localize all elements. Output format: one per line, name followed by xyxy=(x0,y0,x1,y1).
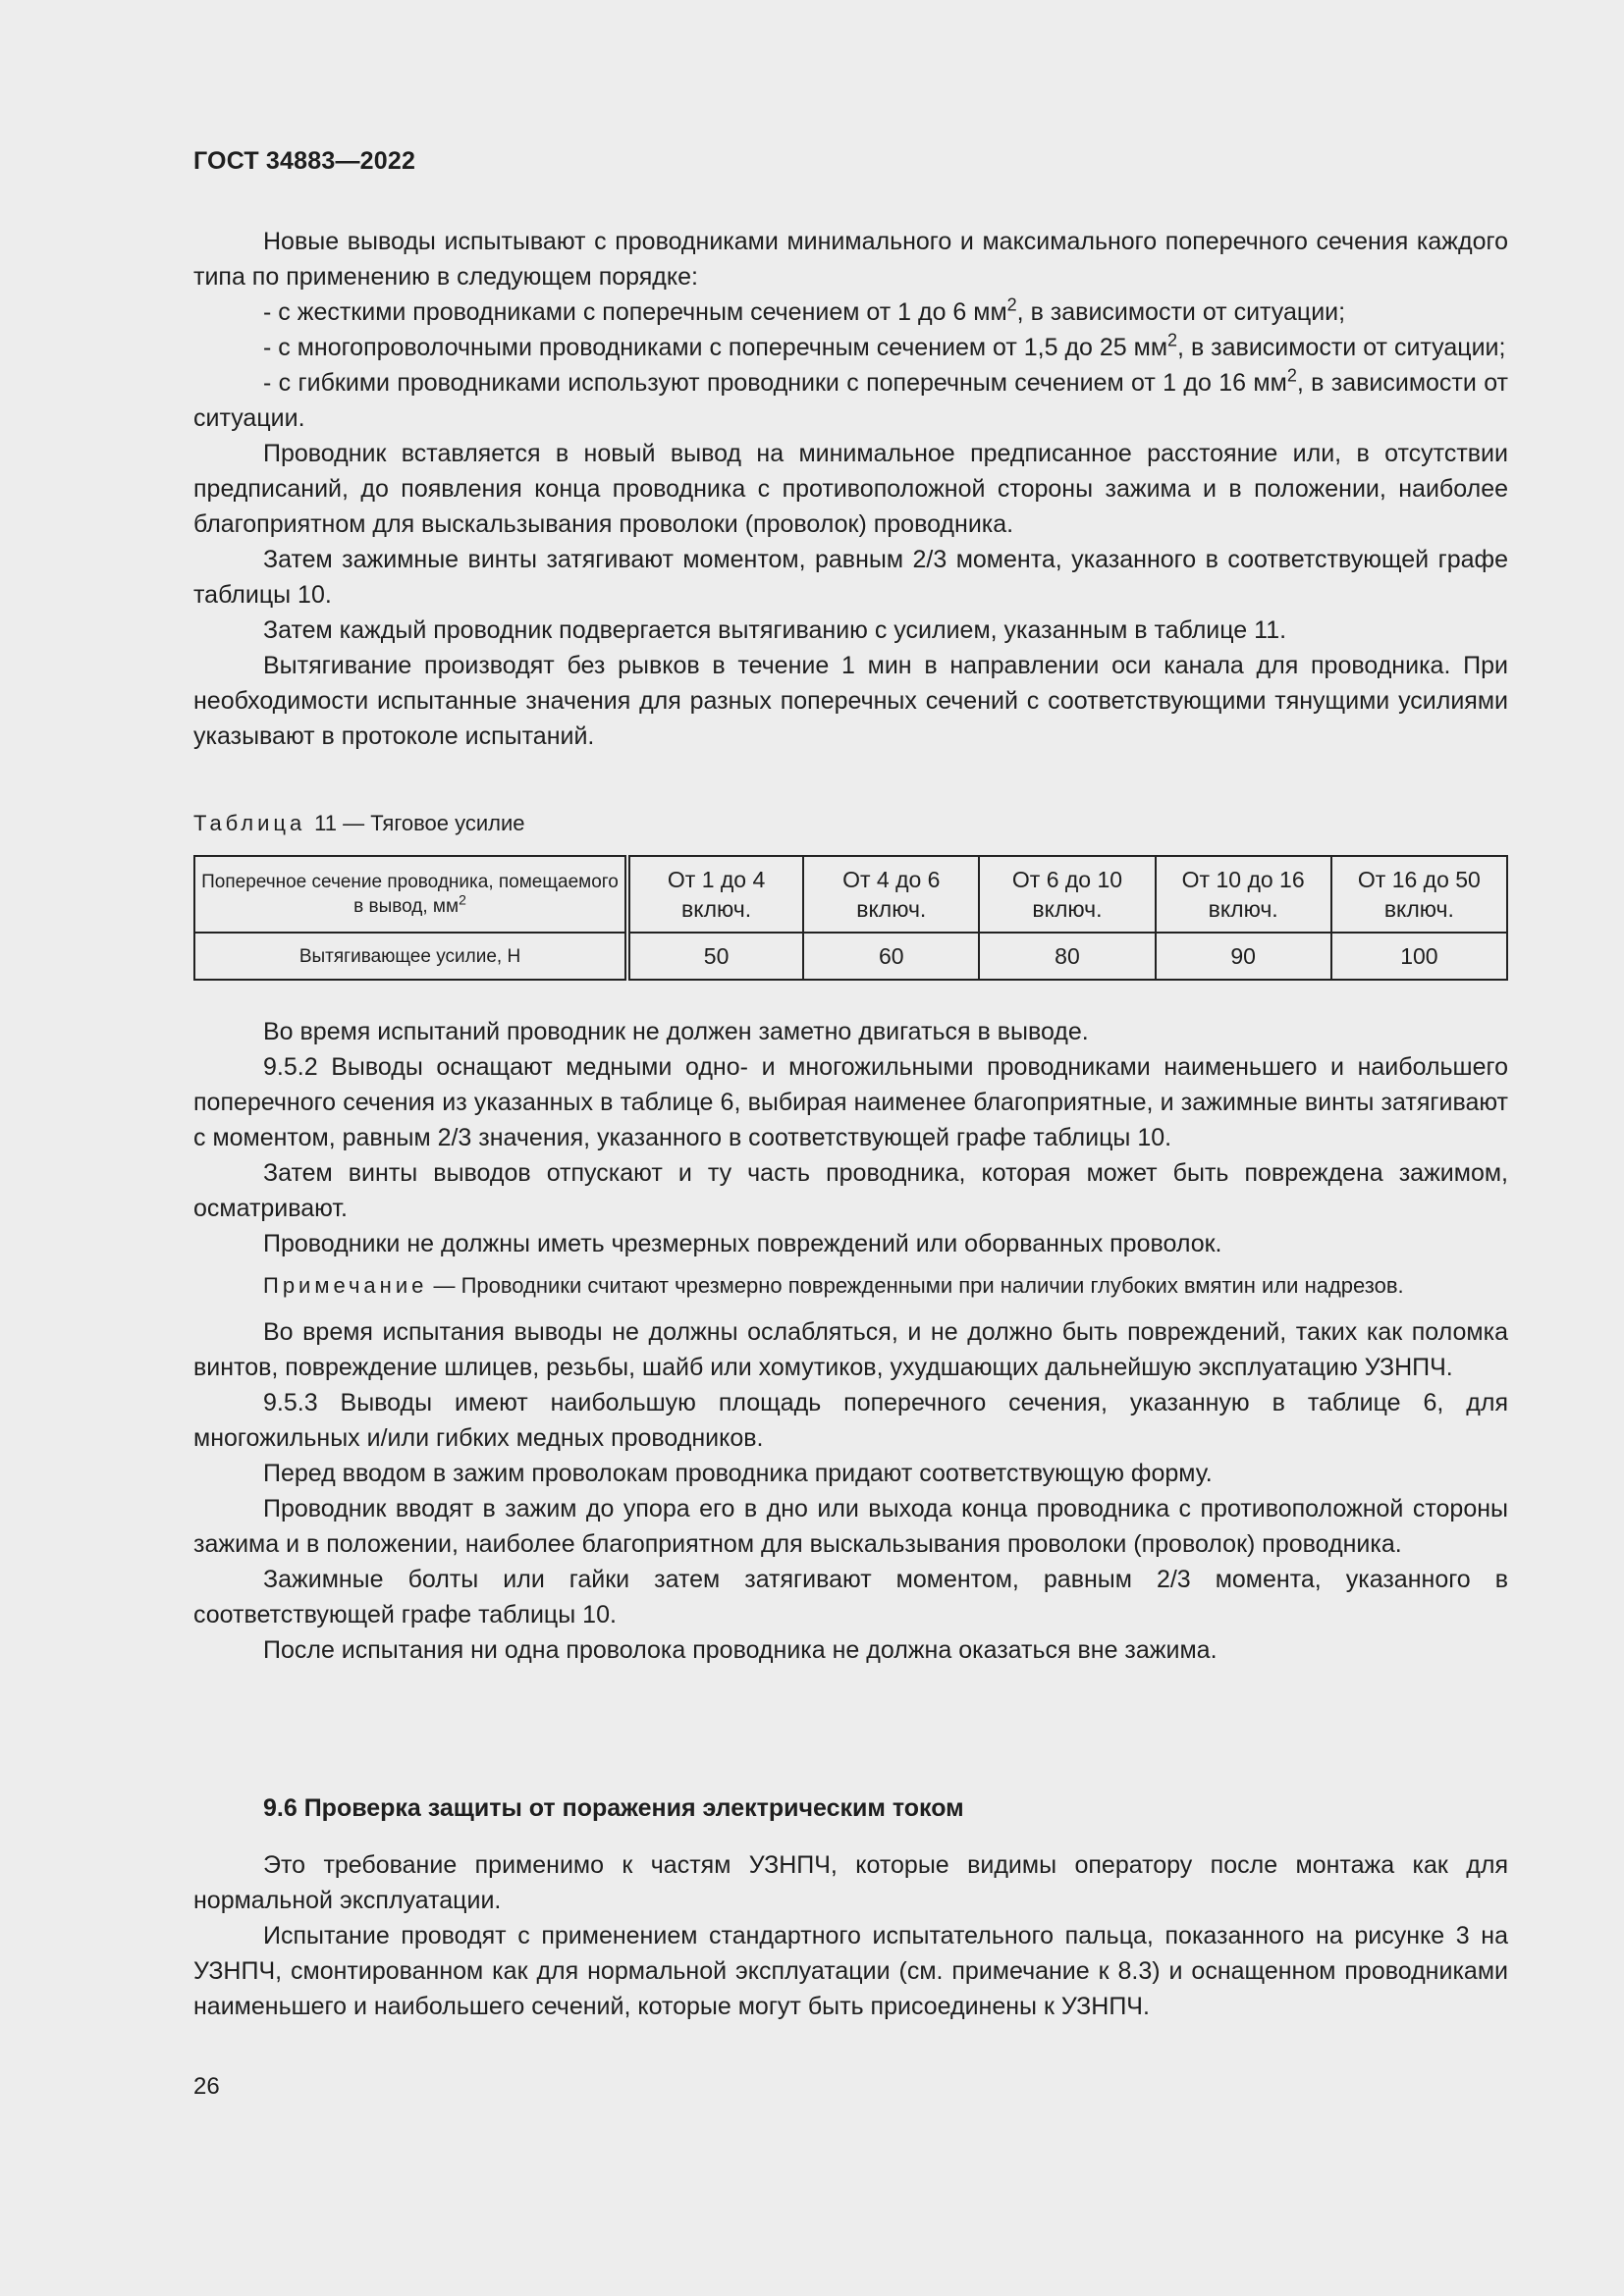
table-cell: 90 xyxy=(1156,933,1331,980)
table-header-cell: От 16 до 50 включ. xyxy=(1331,856,1507,933)
table-header-cell: Поперечное сечение проводника, помещаемого в вывод, $мм^2$ xyxy=(194,856,627,933)
paragraph: 9.5.2 Выводы оснащают медными одно- и многожильными проводниками наименьшего и наибольшего поперечного сечения из указанных в таблице 6, выбирая наименее благоприятные, и зажимные винты затягивают с моментом, равным 2/3 значения, указанного в соответствующей графе таблицы 10. xyxy=(193,1053,1508,1151)
document-header: ГОСТ 34883—2022 xyxy=(193,147,416,175)
table-header-cell: От 4 до 6 включ. xyxy=(803,856,979,933)
table-cell: 100 xyxy=(1331,933,1507,980)
table-header-cell: От 1 до 4 включ. xyxy=(627,856,803,933)
paragraph: Вытягивание производят без рывков в течение 1 мин в направлении оси канала для проводника. При необходимости испытанные значения для разных поперечных сечений с соответствующими тянущими усилиями указывают в протоколе испытаний. xyxy=(193,652,1508,750)
paragraph: 9.5.3 Выводы имеют наибольшую площадь поперечного сечения, указанную в таблице 6, для многожильных и/или гибких медных проводников. xyxy=(193,1389,1508,1452)
table-row-header: Вытягивающее усилие, Н xyxy=(194,933,627,980)
paragraph: Проводник вводят в зажим до упора его в дно или выхода конца проводника с противоположной стороны зажима и в положении, наиболее благоприятном для выскальзывания проволоки (проволок) проводника. xyxy=(193,1495,1508,1558)
paragraph: Во время испытания выводы не должны ослабляться, и не должно быть повреждений, таких как поломка винтов, повреждение шлицев, резьбы, шайб или хомутиков, ухудшающих дальнейшую эксплуатацию УЗНПЧ. xyxy=(193,1318,1508,1381)
list-item: - с гибкими проводниками используют проводники с поперечным сечением от 1 до 16 $мм^2$, в зависимости от ситуации. xyxy=(193,365,1508,432)
list-item: - с многопроволочными проводниками с поперечным сечением от 1,5 до 25 $мм^2$, в зависимости от ситуации; xyxy=(263,330,1506,361)
paragraph: Затем зажимные винты затягивают моментом, равным 2/3 момента, указанного в соответствующей графе таблицы 10. xyxy=(193,546,1508,609)
paragraph: Испытание проводят с применением стандартного испытательного пальца, показанного на рисунке 3 на УЗНПЧ, смонтированном как для нормальной эксплуатации (см. примечание к 8.3) и оснащенном проводниками наименьшего и наибольшего сечений, которые могут быть присоединены к УЗНПЧ. xyxy=(193,1922,1508,2020)
paragraph: Затем винты выводов отпускают и ту часть проводника, которая может быть повреждена зажимом, осматривают. xyxy=(193,1159,1508,1222)
table-row xyxy=(194,856,1507,933)
paragraph: Во время испытаний проводник не должен заметно двигаться в выводе. xyxy=(263,1018,1089,1045)
paragraph: Проводники не должны иметь чрезмерных повреждений или оборванных проволок. xyxy=(263,1230,1222,1257)
table-cell: 80 xyxy=(979,933,1155,980)
paragraph: После испытания ни одна проволока проводника не должна оказаться вне зажима. xyxy=(263,1636,1218,1664)
section-9-5-2-block xyxy=(193,1014,1508,1668)
section-9-6-block xyxy=(193,1847,1508,2024)
table-row xyxy=(194,933,1507,980)
table-caption: Таблица 11 — Тяговое усилие xyxy=(193,811,525,835)
table-11 xyxy=(193,855,1508,981)
table-cell: 60 xyxy=(803,933,979,980)
list-item: - с жесткими проводниками с поперечным сечением от 1 до 6 $мм^2$, в зависимости от ситуации; xyxy=(263,294,1346,326)
table-header-cell: От 10 до 16 включ. xyxy=(1156,856,1331,933)
paragraph: Зажимные болты или гайки затем затягивают моментом, равным 2/3 момента, указанного в соответствующей графе таблицы 10. xyxy=(193,1566,1508,1629)
paragraph: Проводник вставляется в новый вывод на минимальное предписанное расстояние или, в отсутствии предписаний, до появления конца проводника с противоположной стороны зажима и в положении, наиболее благоприятном для выскальзывания проволоки (проволок) проводника. xyxy=(193,440,1508,538)
section-9-6-heading: 9.6 Проверка защиты от поражения электрическим током xyxy=(263,1794,964,1822)
conductor-test-block xyxy=(193,224,1508,754)
table-header-cell: От 6 до 10 включ. xyxy=(979,856,1155,933)
note: Примечание — Проводники считают чрезмерно поврежденными при наличии глубоких вмятин или надрезов. xyxy=(263,1273,1404,1298)
paragraph: Это требование применимо к частям УЗНПЧ, которые видимы оператору после монтажа как для нормальной эксплуатации. xyxy=(193,1851,1508,1914)
paragraph: Перед вводом в зажим проволокам проводника придают соответствующую форму. xyxy=(263,1460,1213,1487)
paragraph: Новые выводы испытывают с проводниками минимального и максимального поперечного сечения каждого типа по применению в следующем порядке: xyxy=(193,228,1508,291)
paragraph: Затем каждый проводник подвергается вытягиванию с усилием, указанным в таблице 11. xyxy=(263,616,1287,644)
page-number: 26 xyxy=(193,2073,220,2100)
table-cell: 50 xyxy=(627,933,803,980)
